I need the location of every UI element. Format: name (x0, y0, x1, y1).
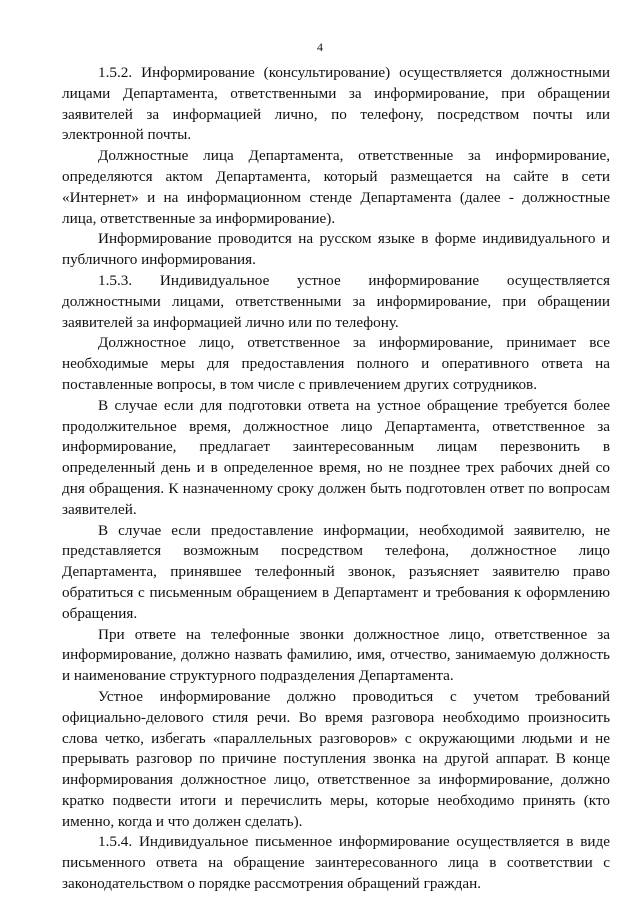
paragraph-language: Информирование проводится на русском языке в форме индивидуального и публичного информирования. (62, 230, 610, 269)
paragraph-longer-time: В случае если для подготовки ответа на устное обращение требуется более продолжительное время, должностное лицо Департамента, ответственное за информирование, предлагает заинтересованным лицам перезвонить в определенный день и в определенное время, но не позднее трех рабочих дней со дня обращения. К назначенному сроку должен быть подготовлен ответ по вопросам заявителей. (62, 396, 610, 518)
paragraph-phone-impossible: В случае если предоставление информации, необходимой заявителю, не представляется возможным посредством телефона, должностное лицо Департамента, принявшее телефонный звонок, разъясняет заявителю право обратиться с письменным обращением в Департамент и требования к оформлению обращения. (62, 521, 610, 622)
document-body (62, 63, 610, 895)
paragraph-oral-style: Устное информирование должно проводиться с учетом требований официально-делового стиля речи. Во время разговора необходимо произносить слова четко, избегать «параллельных разговоров» с окружающими людьми и не прерывать разговор по причине поступления звонка на другой аппарат. В конце информирования должностное лицо, ответственное за информирование, должно кратко подвести итоги и перечислить меры, которые необходимо принять (кто именно, когда и что должен сделать). (62, 687, 610, 830)
paragraph-1-5-3: 1.5.3. Индивидуальное устное информирование осуществляется должностными лицами, ответственными за информирование, при обращении заявителей за информацией лично или по телефону. (62, 271, 610, 331)
paragraph-phone-answer: При ответе на телефонные звонки должностное лицо, ответственное за информирование, должно назвать фамилию, имя, отчество, занимаемую должность и наименование структурного подразделения Департамента. (62, 625, 610, 685)
page-number: 4 (317, 40, 323, 54)
paragraph-1-5-2: 1.5.2. Информирование (консультирование) осуществляется должностными лицами Департамента, ответственными за информирование, при обращении заявителей за информацией лично, по телефону, посредством почты или электронной почты. (62, 64, 610, 144)
paragraph-1-5-4: 1.5.4. Индивидуальное письменное информирование осуществляется в виде письменного ответа на обращение заинтересованного лица в соответствии с законодательством о порядке рассмотрения обращений граждан. (62, 833, 610, 893)
paragraph-official-measures: Должностное лицо, ответственное за информирование, принимает все необходимые меры для предоставления полного и оперативного ответа на поставленные вопросы, в том числе с привлечением других сотрудников. (62, 334, 610, 393)
paragraph-officials-defined: Должностные лица Департамента, ответственные за информирование, определяются актом Департамента, который размещается на сайте в сети «Интернет» и на информационном стенде Департамента (далее - должностные лица, ответственные за информирование). (62, 147, 610, 227)
